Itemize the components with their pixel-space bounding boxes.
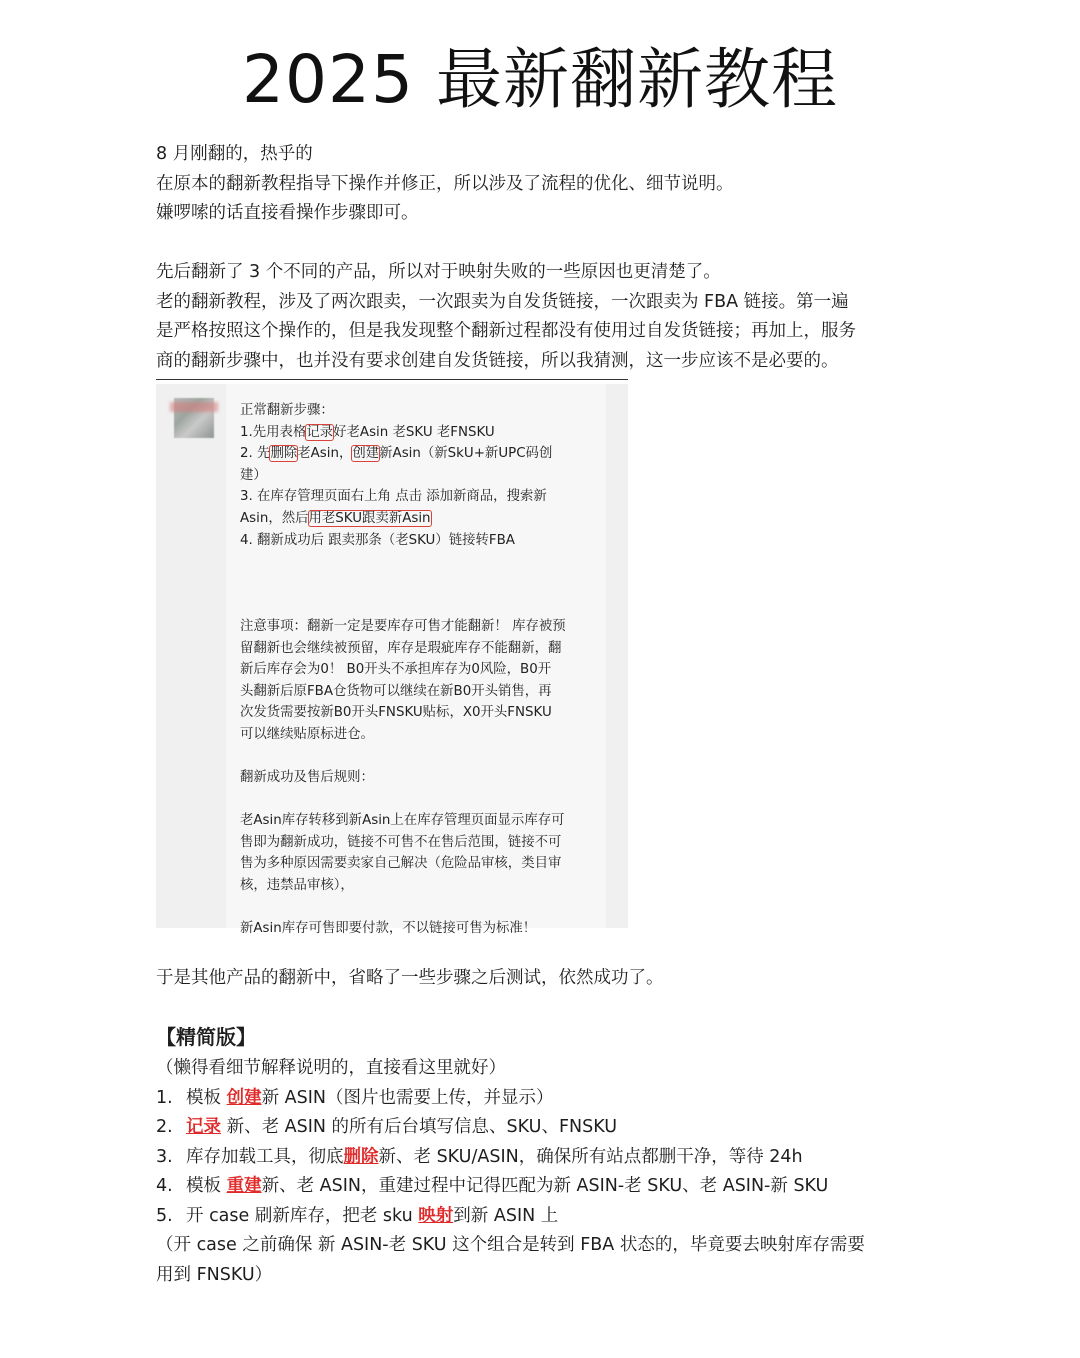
message-text (240, 400, 600, 940)
step-text: 到新 ASIN 上 (453, 1205, 559, 1226)
step-text: 新、老 ASIN，重建过程中记得匹配为新 ASIN-老 SKU、老 ASIN-新 SKU (261, 1176, 829, 1196)
step-keyword: 删除 (343, 1146, 379, 1167)
rules-line: 核，违禁品审核）， (240, 878, 354, 894)
steps-title: 正常翻新步骤： (240, 403, 334, 418)
step-keyword: 重建 (226, 1176, 262, 1196)
step-2-cont: 建） (240, 467, 267, 483)
note-line: （开 case 之前确保 新 ASIN-老 SKU 这个组合是转到 FBA 状态的，毕竟要去映射库存需要 (156, 1235, 865, 1255)
blurred-name (170, 402, 218, 412)
intro-line: 嫌啰嗦的话直接看操作步骤即可。 (156, 203, 419, 223)
step-text: 模板 (186, 1176, 227, 1196)
step-item (156, 1202, 956, 1232)
page-title: 2025 最新翻新教程 (242, 41, 838, 118)
step-number: 2. (156, 1117, 173, 1137)
step-item (156, 1113, 956, 1143)
notes-line: 注意事项：翻新一定是要库存可售才能翻新！ 库存被预 (240, 618, 566, 634)
chat-screenshot (156, 384, 628, 937)
step-text: 好老Asin 老SKU 老FNSKU (333, 424, 495, 440)
step-4: 4. 翻新成功后 跟卖那条（老SKU）链接转FBA (240, 532, 515, 548)
step-text: 1.先用表格 (240, 424, 307, 440)
highlight-box: 用老SKU跟卖新Asin (308, 510, 431, 526)
step-text: 老Asin， (297, 446, 353, 462)
step-text: 开 case 刷新库存，把老 sku (186, 1205, 419, 1226)
section-heading: 【精简版】 (156, 1025, 256, 1049)
step-keyword: 记录 (186, 1117, 221, 1137)
payment-line: 新Asin库存可售即要付款，不以链接可售为标准！ (240, 921, 537, 937)
notes-line: 次发货需要按新B0开头FNSKU贴标，X0开头FNSKU (240, 705, 552, 721)
intro-line: 8 月刚翻的，热乎的 (156, 144, 313, 164)
intro-paragraph (156, 140, 946, 229)
rules-line: 售即为翻新成功，链接不可售不在售后范围，链接不可 (240, 834, 562, 850)
note-line: 用到 FNSKU） (156, 1264, 273, 1285)
result-paragraph (156, 964, 946, 994)
rules-line: 售为多种原因需要卖家自己解决（危险品审核，类目审 (240, 856, 562, 872)
simplified-section (156, 1022, 956, 1290)
section-subtitle: （懒得看细节解释说明的，直接看这里就好） (156, 1058, 506, 1078)
background-line: 是严格按照这个操作的，但是我发现整个翻新过程都没有使用过自发货链接；再加上，服务 (156, 321, 856, 341)
step-item (156, 1143, 956, 1173)
rules-title: 翻新成功及售后规则： (240, 770, 374, 786)
background-line: 先后翻新了 3 个不同的产品，所以对于映射失败的一些原因也更清楚了。 (156, 262, 721, 282)
step-item (156, 1084, 956, 1114)
step-2 (240, 443, 600, 465)
intro-line: 在原本的翻新教程指导下操作并修正，所以涉及了流程的优化、细节说明。 (156, 173, 734, 194)
step-text: 新、老 SKU/ASIN，确保所有站点都删干净，等待 24h (378, 1146, 803, 1167)
background-line: 商的翻新步骤中，也并没有要求创建自发货链接，所以我猜测，这一步应该不是必要的。 (156, 350, 839, 371)
background-paragraph (156, 258, 946, 376)
step-number: 1. (156, 1087, 173, 1108)
step-text: 模板 (186, 1087, 227, 1108)
step-number: 3. (156, 1146, 173, 1167)
highlight-box: 创建 (352, 446, 380, 462)
step-text: 库存加载工具，彻底 (186, 1146, 344, 1167)
step-1 (240, 422, 600, 444)
rules-line: 老Asin库存转移到新Asin上在库存管理页面显示库存可 (240, 813, 565, 829)
notes-line: 新后库存会为0！ B0开头不承担库存为0风险，B0开 (240, 662, 552, 678)
notes-line: 留翻新也会继续被预留，库存是瑕疵库存不能翻新，翻 (240, 640, 562, 656)
highlight-box: 记录 (306, 424, 334, 440)
step-text: 2. 先 (240, 446, 271, 462)
step-3: 3. 在库存管理页面右上角 点击 添加新商品，搜索新 (240, 489, 547, 505)
step-text: 新 ASIN（图片也需要上传，并显示） (261, 1087, 554, 1108)
background-line: 老的翻新教程，涉及了两次跟卖，一次跟卖为自发货链接，一次跟卖为 FBA 链接。第一遍 (156, 291, 849, 312)
notes-line: 可以继续贴原标进仓。 (240, 726, 374, 742)
step-item (156, 1172, 956, 1202)
step-text: Asin，然后 (240, 510, 309, 526)
step-number: 4. (156, 1176, 173, 1196)
result-line: 于是其他产品的翻新中，省略了一些步骤之后测试，依然成功了。 (156, 968, 664, 988)
highlight-box: 删除 (270, 446, 298, 462)
step-text: 新Asin（新SkU+新UPC码创 (379, 446, 553, 462)
step-text: 新、老 ASIN 的所有后台填写信息、SKU、FNSKU (221, 1117, 618, 1137)
step-3-cont (240, 508, 600, 530)
step-number: 5. (156, 1205, 173, 1226)
step-keyword: 创建 (226, 1087, 262, 1108)
notes-line: 头翻新后原FBA仓货物可以继续在新B0开头销售，再 (240, 683, 552, 699)
message-bubble (226, 384, 606, 937)
divider (156, 379, 628, 380)
step-keyword: 映射 (418, 1205, 454, 1226)
